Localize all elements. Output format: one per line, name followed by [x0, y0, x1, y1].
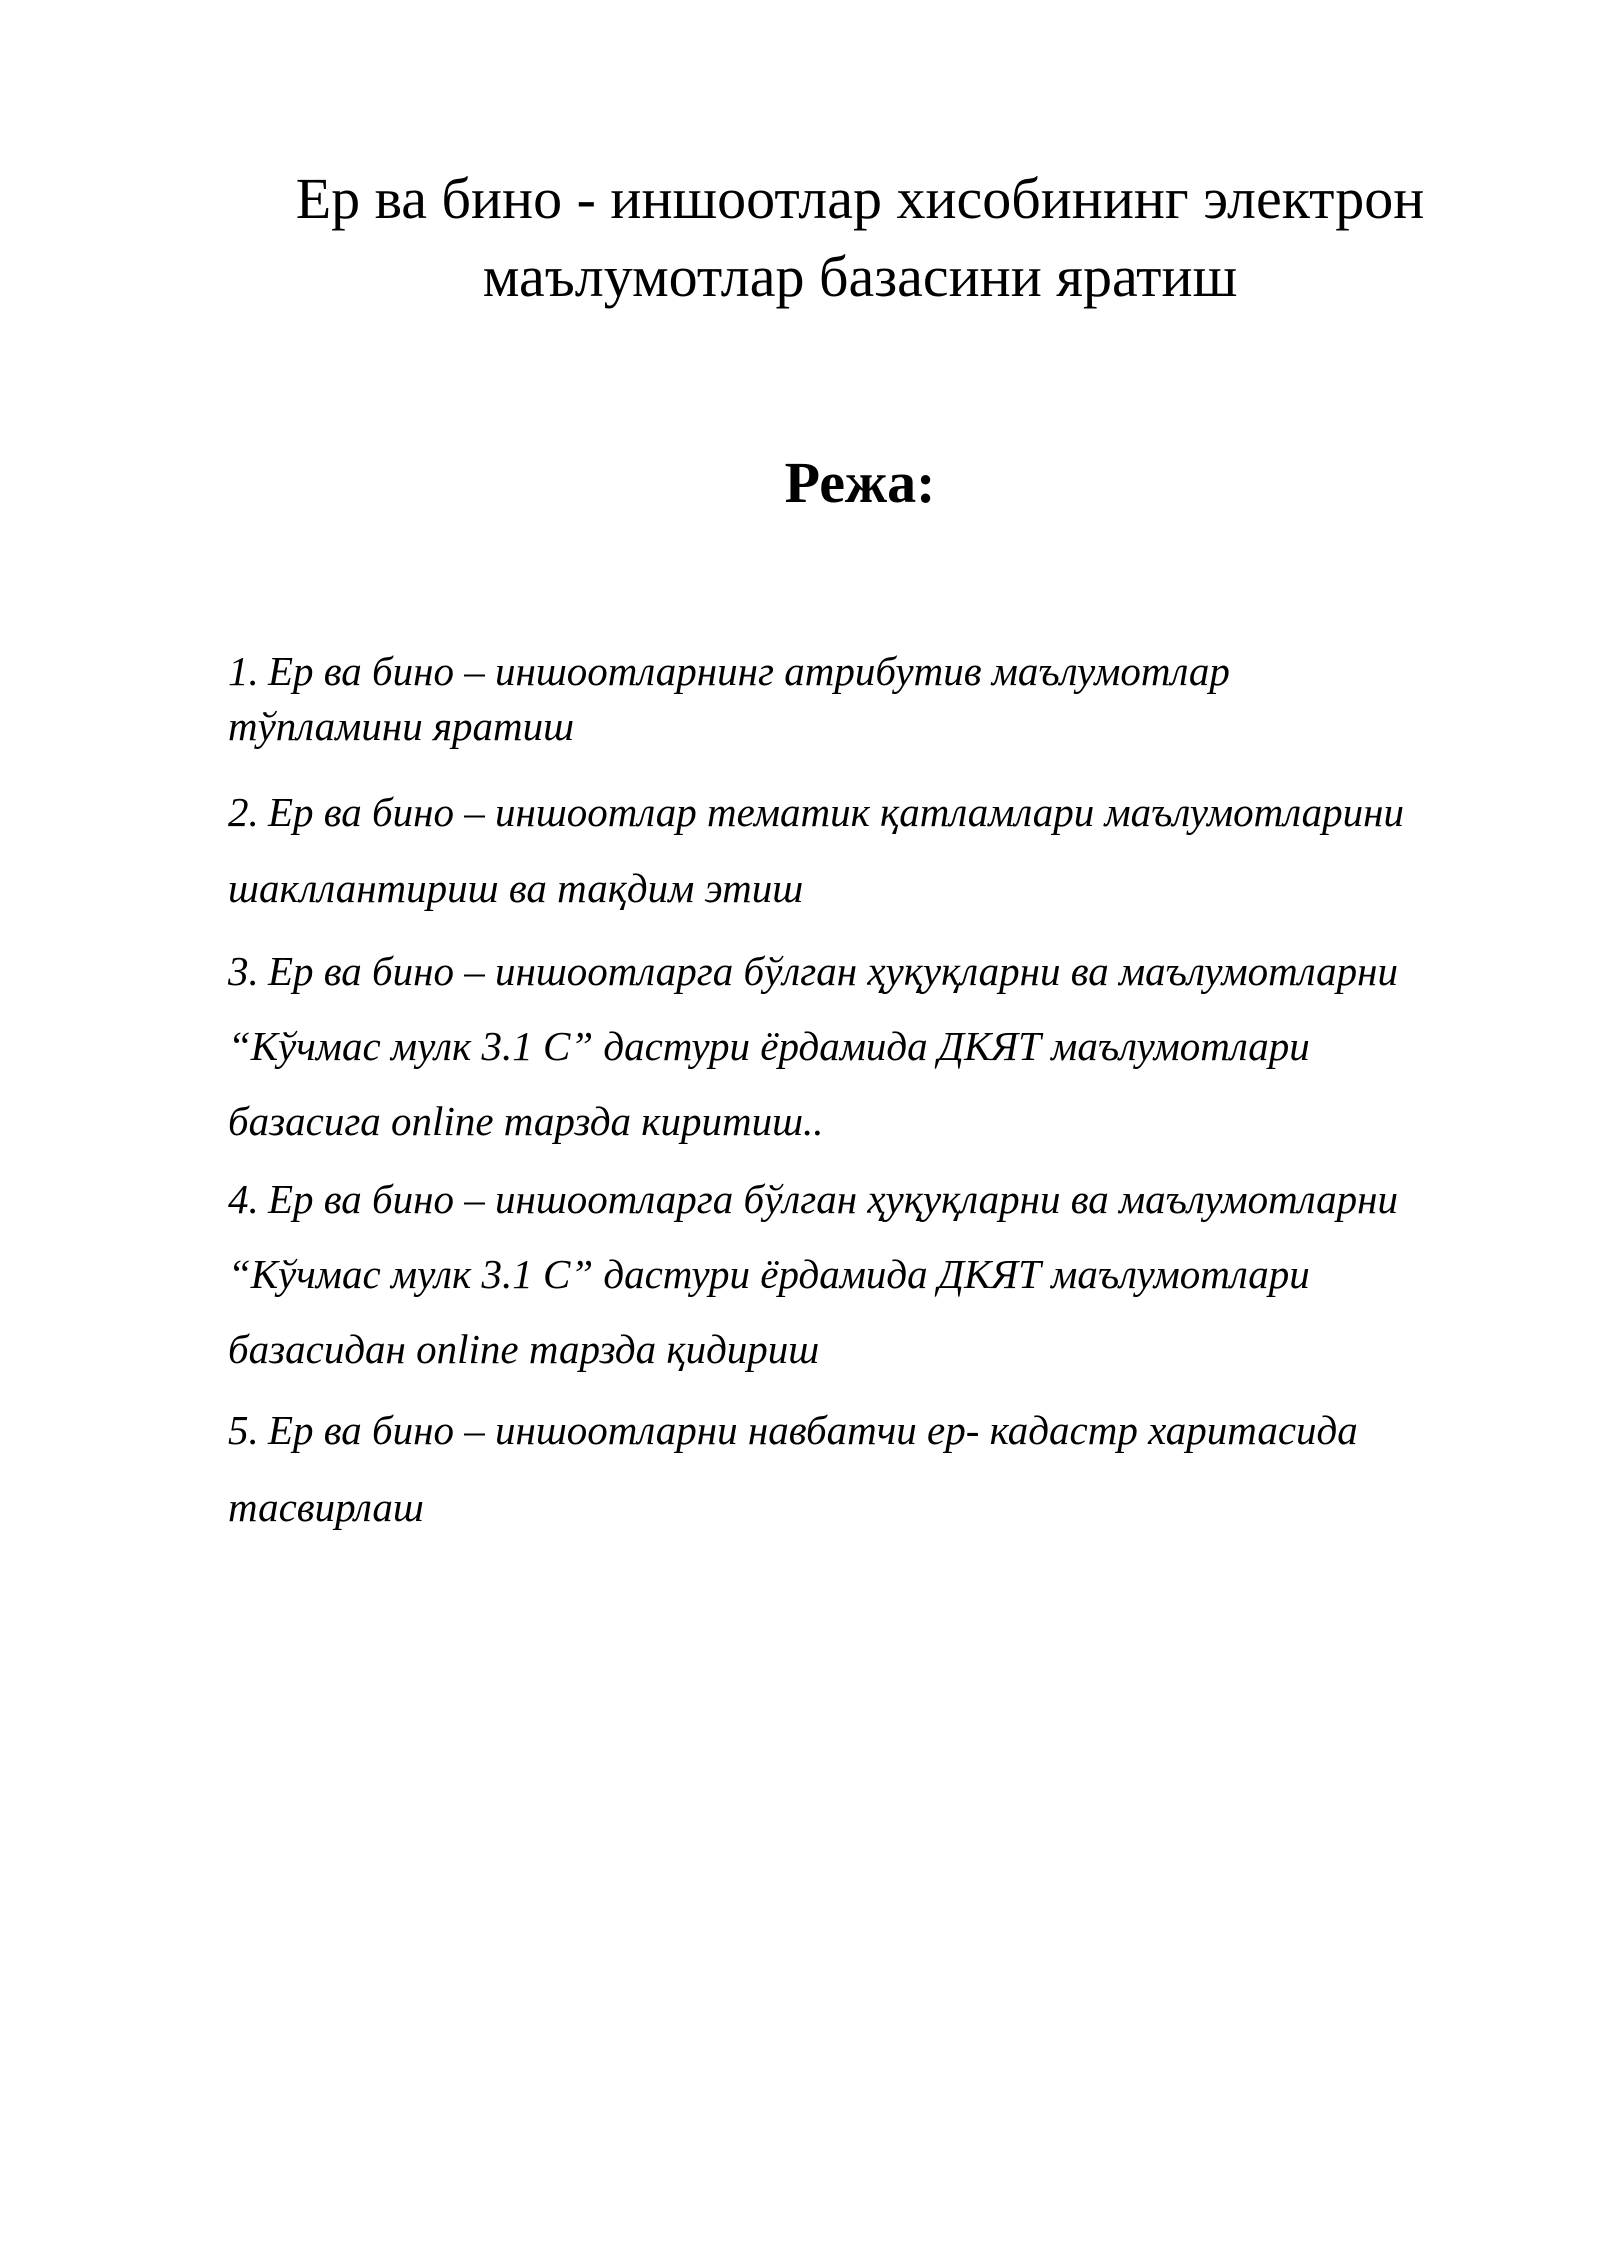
plan-item-text-line: шакллантириш ва тақдим этиш [228, 865, 804, 911]
title-line-2: маълумотлар базасини яратиш [482, 244, 1238, 309]
plan-item-text-line: Ер ва бино – иншоотларни навбатчи ер- кадастр харитасида [268, 1407, 1358, 1453]
plan-item-text-line: Ер ва бино – иншоотлар тематик қатламлари маълумотларини [268, 789, 1404, 835]
plan-item-text-line: Ер ва бино – иншоотларнинг атрибутив маълумотлар [268, 648, 1230, 694]
plan-item-number: 1. [228, 648, 259, 694]
plan-item-text-line: “Кўчмас мулк 3.1 С” дастури ёрдамида ДКЯТ маълумотлари [228, 1023, 1310, 1069]
plan-item-text-line: “Кўчмас мулк 3.1 С” дастури ёрдамида ДКЯТ маълумотлари [228, 1251, 1310, 1297]
plan-item-text-line: Ер ва бино – иншоотларга бўлган ҳуқуқларни ва маълумотларни [268, 948, 1398, 994]
title-line-1: Ер ва бино - иншоотлар хисобининг электрон [295, 166, 1425, 231]
plan-item-number: 2. [228, 789, 259, 835]
plan-item-5 [228, 1392, 1488, 1546]
plan-item-text-line: базасига online тарзда киритиш.. [228, 1098, 824, 1144]
plan-item-text-line: тўпламини яратиш [228, 703, 575, 749]
plan-item-1 [228, 644, 1488, 754]
plan-item-number: 4. [228, 1176, 259, 1222]
plan-item-text-line: Ер ва бино – иншоотларга бўлган ҳуқуқларни ва маълумотларни [268, 1176, 1398, 1222]
plan-item-2 [228, 774, 1488, 926]
plan-item-3 [228, 934, 1488, 1159]
document-title [270, 160, 1450, 316]
plan-item-text-line: базасидан online тарзда қидириш [228, 1326, 820, 1372]
plan-heading: Режа: [784, 450, 936, 515]
plan-item-4 [228, 1162, 1488, 1387]
plan-item-number: 3. [228, 948, 259, 994]
plan-item-number: 5. [228, 1407, 259, 1453]
plan-item-text-line: тасвирлаш [228, 1484, 424, 1530]
